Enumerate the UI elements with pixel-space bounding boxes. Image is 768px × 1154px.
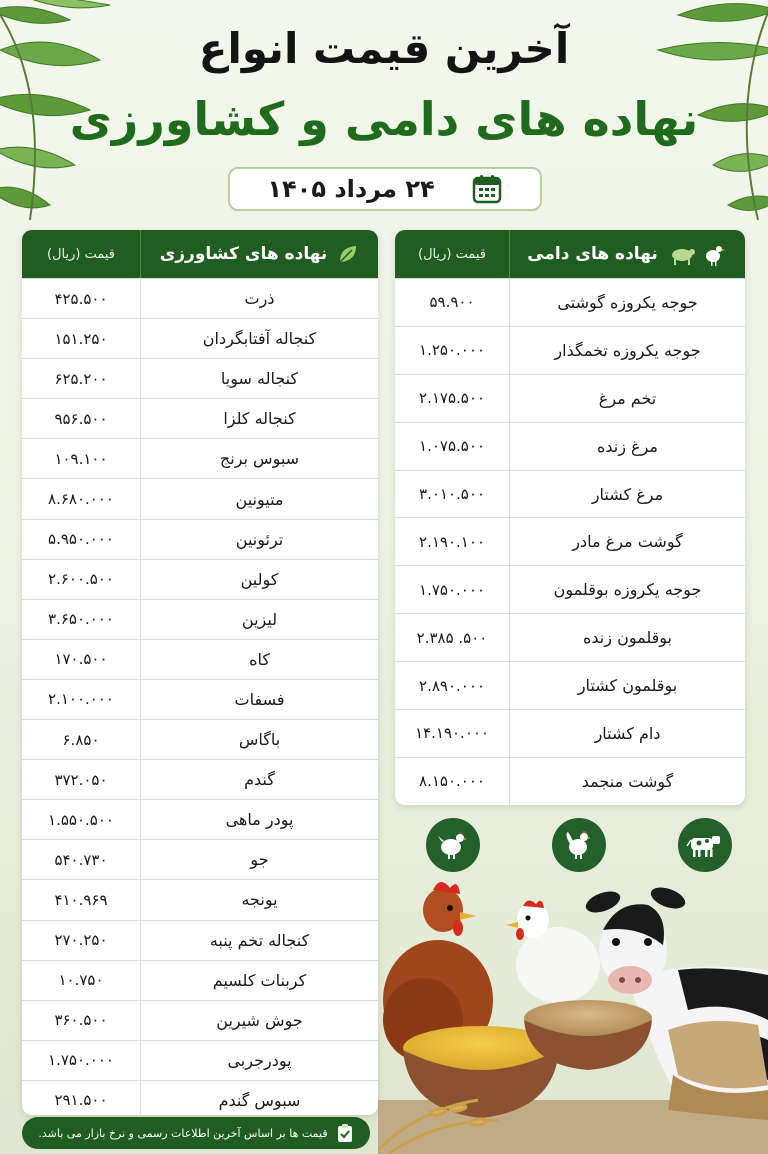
table-row: [395, 326, 745, 374]
item-price: ۱.۷۵۰.۰۰۰: [419, 580, 485, 599]
livestock-table-header: [395, 230, 745, 278]
item-price: ۵۹.۹۰۰: [429, 293, 475, 312]
item-price: ۱۴.۱۹۰.۰۰۰: [415, 724, 489, 743]
agricultural-inputs-table: [22, 230, 378, 1115]
table-row: [22, 960, 378, 1000]
item-name: جوجه یکروزه گوشتی: [509, 279, 745, 326]
item-price: ۲.۱۹۰.۱۰۰: [419, 532, 485, 551]
item-name: جو: [140, 840, 378, 879]
white-hen-illustration: [506, 900, 600, 1003]
cow-icon: [686, 830, 724, 860]
hen-badge: [426, 818, 480, 872]
item-name: ذرت: [140, 279, 378, 318]
grain-sack: [668, 1021, 768, 1120]
table-row: [395, 517, 745, 565]
item-price: ۱۵۱.۲۵۰: [54, 329, 108, 348]
item-name: باگاس: [140, 720, 378, 759]
item-price: ۲۷۰.۲۵۰: [54, 931, 108, 950]
page-title-line2: نهاده های دامی و کشاورزی: [69, 92, 699, 146]
table-row: [22, 1080, 378, 1115]
item-name: تخم مرغ: [509, 375, 745, 422]
table-row: [22, 719, 378, 759]
item-price: ۵۴۰.۷۳۰: [54, 850, 108, 869]
item-name: کربنات کلسیم: [140, 961, 378, 1000]
item-price: ۱.۵۵۰.۵۰۰: [48, 810, 114, 829]
footer-note: [22, 1117, 370, 1149]
item-price: ۱.۷۵۰.۰۰۰: [48, 1051, 114, 1070]
table-row: [22, 1000, 378, 1040]
item-price: ۲.۶۰۰.۵۰۰: [48, 570, 114, 589]
item-name: کنجاله کلزا: [140, 399, 378, 438]
table-row: [22, 839, 378, 879]
item-name: بوقلمون کشتار: [509, 662, 745, 709]
item-name: کنجاله تخم پنبه: [140, 921, 378, 960]
item-name: سبوس برنج: [140, 439, 378, 478]
table-row: [395, 757, 745, 805]
item-price: ۹۵۶.۵۰۰: [54, 409, 108, 428]
item-name: یونجه: [140, 880, 378, 919]
item-price: ۸.۶۸۰.۰۰۰: [48, 490, 114, 509]
item-price: ۳۶۰.۵۰۰: [54, 1011, 108, 1030]
agri-name-column-header: [140, 230, 378, 278]
table-row: [22, 879, 378, 919]
table-row: [395, 661, 745, 709]
item-name: جوجه یکروزه بوقلمون: [509, 566, 745, 613]
table-row: [22, 478, 378, 518]
item-price: ۲.۸۹۰.۰۰۰: [419, 676, 485, 695]
table-row: [22, 1040, 378, 1080]
item-name: پودرجربی: [140, 1041, 378, 1080]
table-row: [22, 438, 378, 478]
item-name: جوش شیرین: [140, 1001, 378, 1040]
item-name: مرغ زنده: [509, 423, 745, 470]
clipboard-check-icon: [336, 1123, 354, 1143]
item-price: ۱.۲۵۰.۰۰۰: [419, 341, 485, 360]
date-text: ۲۴ مرداد ۱۴۰۵: [267, 175, 435, 203]
table-row: [22, 559, 378, 599]
item-name: گوشت منجمد: [509, 758, 745, 805]
livestock-inputs-table: [395, 230, 745, 805]
table-row: [395, 470, 745, 518]
leaf-icon: [337, 243, 359, 265]
item-name: کنجاله سویا: [140, 359, 378, 398]
table-row: [22, 318, 378, 358]
table-row: [395, 709, 745, 757]
item-name: گوشت مرغ مادر: [509, 518, 745, 565]
livestock-table-body: [395, 278, 745, 805]
table-row: [22, 358, 378, 398]
item-name: ترئونین: [140, 520, 378, 559]
table-row: [395, 565, 745, 613]
item-name: مرغ کشتار: [509, 471, 745, 518]
item-name: کاه: [140, 640, 378, 679]
item-name: متیونین: [140, 479, 378, 518]
table-row: [22, 759, 378, 799]
table-row: [22, 398, 378, 438]
item-price: ۱۷۰.۵۰۰: [54, 650, 108, 669]
hen-icon: [436, 828, 470, 862]
item-name: پودر ماهی: [140, 800, 378, 839]
agri-price-column-header: قیمت (ریال): [47, 246, 115, 262]
calendar-icon: [471, 173, 503, 205]
item-price: ۶.۸۵۰: [62, 730, 100, 749]
livestock-table-title: نهاده های دامی: [527, 244, 658, 264]
item-price: ۱۰۹.۱۰۰: [54, 449, 108, 468]
animal-badges: [426, 818, 732, 872]
cow-hen-icon: [668, 242, 728, 266]
table-row: [395, 422, 745, 470]
page-title-line1: آخرین قیمت انواع: [198, 24, 570, 73]
item-price: ۴۲۵.۵۰۰: [54, 289, 108, 308]
item-name: فسفات: [140, 680, 378, 719]
livestock-name-column-header: [509, 230, 745, 278]
item-name: لیزین: [140, 600, 378, 639]
rooster-badge: [552, 818, 606, 872]
cow-badge: [678, 818, 732, 872]
item-name: دام کشتار: [509, 710, 745, 757]
item-price: ۳.۰۱۰.۵۰۰: [419, 485, 485, 503]
item-name: بوقلمون زنده: [509, 614, 745, 661]
table-row: [22, 278, 378, 318]
date-box: [228, 167, 542, 211]
item-price: ۲.۱۰۰.۰۰۰: [48, 690, 114, 709]
rooster-icon: [562, 828, 596, 862]
item-price: ۱۰.۷۵۰: [58, 971, 104, 990]
item-price: ۳.۶۵۰.۰۰۰: [48, 610, 114, 629]
table-row: [22, 679, 378, 719]
item-price: ۶۲۵.۲۰۰: [54, 369, 108, 388]
item-price: ۴۱۰.۹۶۹: [54, 890, 108, 909]
agri-table-title: نهاده های کشاورزی: [159, 244, 328, 264]
item-name: سبوس گندم: [140, 1081, 378, 1115]
item-price: ۲۹۱.۵۰۰: [54, 1091, 108, 1110]
livestock-price-column-header: قیمت (ریال): [418, 246, 486, 262]
table-row: [395, 278, 745, 326]
item-name: کولین: [140, 560, 378, 599]
table-row: [395, 374, 745, 422]
table-row: [22, 920, 378, 960]
item-name: جوجه یکروزه تخمگذار: [509, 327, 745, 374]
table-row: [22, 639, 378, 679]
item-price: ۸.۱۵۰.۰۰۰: [419, 772, 485, 791]
item-price: ۱.۰۷۵.۵۰۰: [419, 437, 485, 456]
table-row: [22, 599, 378, 639]
item-price: ۳۷۲.۰۵۰: [54, 770, 108, 789]
item-name: گندم: [140, 760, 378, 799]
item-price: ۲.۱۷۵.۵۰۰: [419, 389, 485, 408]
item-price: ۲.۳۸۵ .۵۰۰: [416, 628, 488, 647]
agri-table-header: [22, 230, 378, 278]
table-row: [395, 613, 745, 661]
table-row: [22, 519, 378, 559]
table-row: [22, 799, 378, 839]
agri-table-body: [22, 278, 378, 1115]
item-price: ۵.۹۵۰.۰۰۰: [48, 530, 114, 549]
item-name: کنجاله آفتابگردان: [140, 319, 378, 358]
farm-animals-illustration: [378, 870, 768, 1154]
footer-note-text: قیمت ها بر اساس آخرین اطلاعات رسمی و نرخ بازار می باشد.: [38, 1126, 328, 1140]
